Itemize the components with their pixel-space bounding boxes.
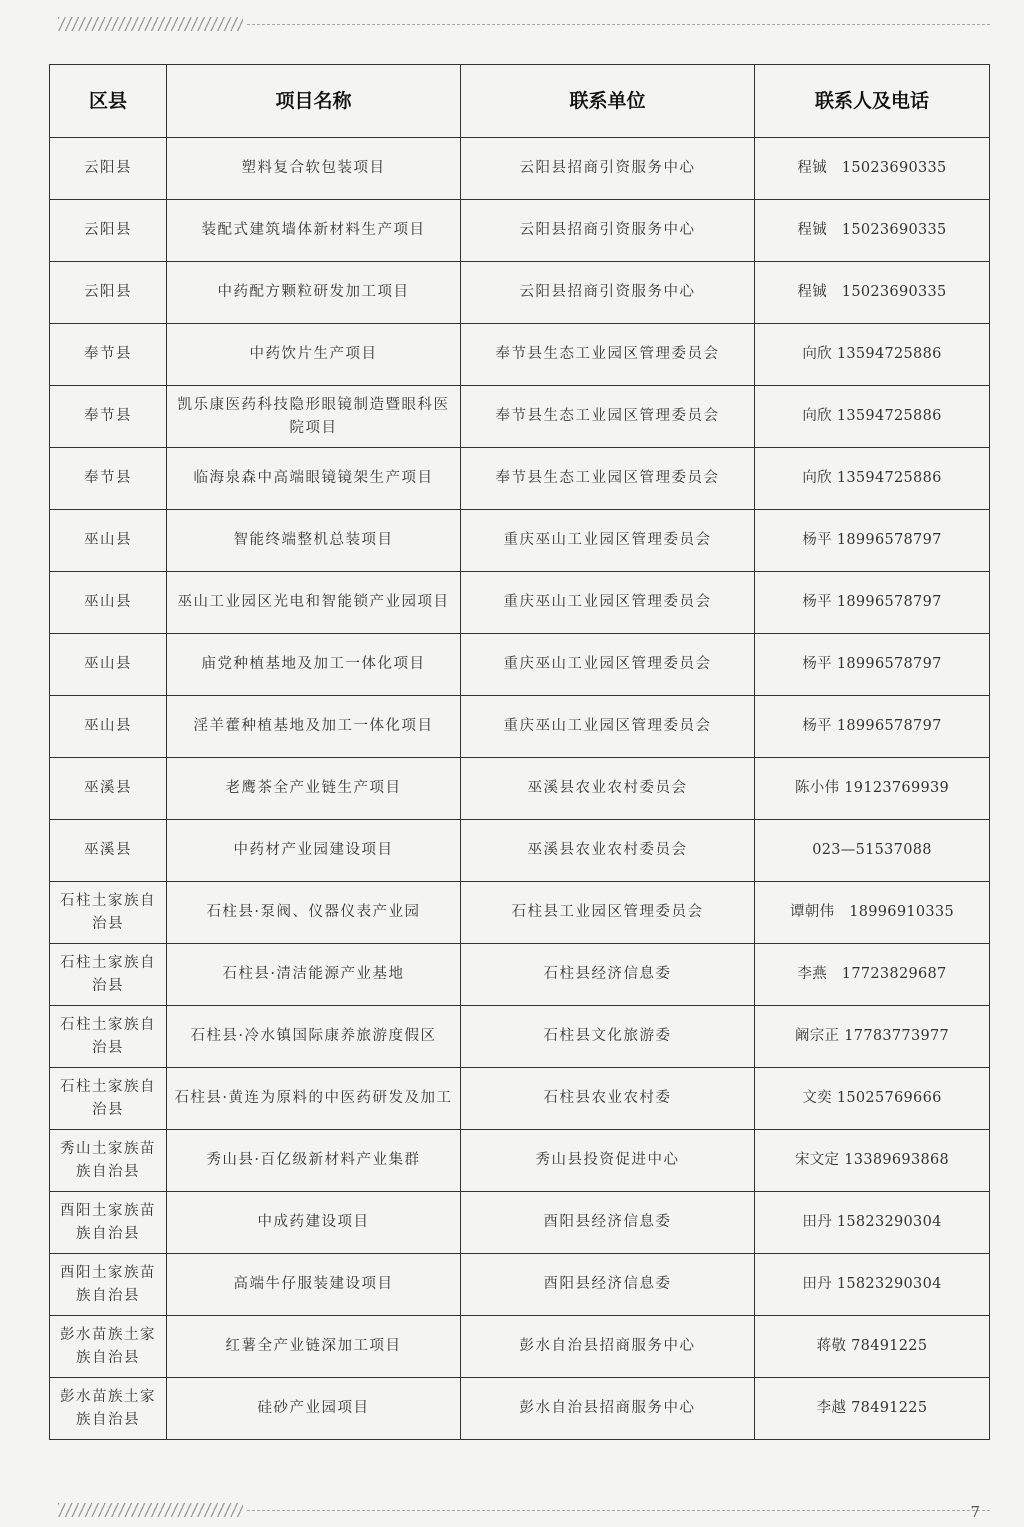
table-row: [50, 944, 990, 1006]
contact-unit-cell: 酉阳县经济信息委: [461, 1192, 755, 1254]
district-cell: 秀山土家族苗族自治县: [50, 1130, 167, 1192]
contact-unit-cell: 云阳县招商引资服务中心: [461, 138, 755, 200]
project-name-cell: 塑料复合软包装项目: [167, 138, 461, 200]
contact-cell: 田丹 15823290304: [755, 1192, 990, 1254]
table-row: [50, 634, 990, 696]
contact-cell: 向欣 13594725886: [755, 324, 990, 386]
project-name-cell: 中药材产业园建设项目: [167, 820, 461, 882]
contact-unit-cell: 奉节县生态工业园区管理委员会: [461, 324, 755, 386]
contact-unit-cell: 云阳县招商引资服务中心: [461, 262, 755, 324]
district-cell: 酉阳土家族苗族自治县: [50, 1192, 167, 1254]
district-cell: 彭水苗族土家族自治县: [50, 1378, 167, 1440]
header-contact-unit: 联系单位: [461, 65, 755, 138]
district-cell: 奉节县: [50, 448, 167, 510]
table-row: [50, 1006, 990, 1068]
contact-unit-cell: 重庆巫山工业园区管理委员会: [461, 510, 755, 572]
contact-unit-cell: 奉节县生态工业园区管理委员会: [461, 448, 755, 510]
district-cell: 巫山县: [50, 572, 167, 634]
header-district: 区县: [50, 65, 167, 138]
contact-unit-cell: 彭水自治县招商服务中心: [461, 1316, 755, 1378]
contact-unit-cell: 云阳县招商引资服务中心: [461, 200, 755, 262]
project-name-cell: 高端牛仔服装建设项目: [167, 1254, 461, 1316]
table-row: [50, 200, 990, 262]
contact-unit-cell: 巫溪县农业农村委员会: [461, 758, 755, 820]
project-name-cell: 智能终端整机总装项目: [167, 510, 461, 572]
contact-cell: 向欣 13594725886: [755, 386, 990, 448]
table-row: [50, 386, 990, 448]
contact-cell: 023—51537088: [755, 820, 990, 882]
table-row: [50, 1316, 990, 1378]
table-row: [50, 758, 990, 820]
contact-unit-cell: 秀山县投资促进中心: [461, 1130, 755, 1192]
district-cell: 彭水苗族土家族自治县: [50, 1316, 167, 1378]
district-cell: 石柱土家族自治县: [50, 1068, 167, 1130]
contact-unit-cell: 酉阳县经济信息委: [461, 1254, 755, 1316]
table-row: [50, 262, 990, 324]
top-decorative-rule: [58, 14, 990, 34]
contact-cell: 田丹 15823290304: [755, 1254, 990, 1316]
table-body: [50, 138, 990, 1440]
district-cell: 巫山县: [50, 634, 167, 696]
project-name-cell: 石柱县·黄连为原料的中医药研发及加工: [167, 1068, 461, 1130]
contact-cell: 向欣 13594725886: [755, 448, 990, 510]
contact-unit-cell: 石柱县农业农村委: [461, 1068, 755, 1130]
project-name-cell: 临海泉森中高端眼镜镜架生产项目: [167, 448, 461, 510]
contact-cell: 陈小伟 19123769939: [755, 758, 990, 820]
contact-cell: 程铖 15023690335: [755, 200, 990, 262]
top-hatch-marks: [58, 17, 243, 31]
district-cell: 云阳县: [50, 138, 167, 200]
project-name-cell: 中药配方颗粒研发加工项目: [167, 262, 461, 324]
project-name-cell: 庙党种植基地及加工一体化项目: [167, 634, 461, 696]
contact-cell: 程铖 15023690335: [755, 262, 990, 324]
project-name-cell: 巫山工业园区光电和智能锁产业园项目: [167, 572, 461, 634]
contact-cell: 程铖 15023690335: [755, 138, 990, 200]
project-name-cell: 中药饮片生产项目: [167, 324, 461, 386]
bottom-dashed-line: [247, 1510, 990, 1511]
bottom-hatch-marks: [58, 1503, 243, 1517]
project-name-cell: 中成药建设项目: [167, 1192, 461, 1254]
contact-unit-cell: 奉节县生态工业园区管理委员会: [461, 386, 755, 448]
district-cell: 云阳县: [50, 262, 167, 324]
table-row: [50, 820, 990, 882]
table-row: [50, 510, 990, 572]
district-cell: 巫溪县: [50, 758, 167, 820]
contact-cell: 杨平 18996578797: [755, 696, 990, 758]
contact-cell: 李燕 17723829687: [755, 944, 990, 1006]
contact-unit-cell: 重庆巫山工业园区管理委员会: [461, 696, 755, 758]
contact-unit-cell: 石柱县文化旅游委: [461, 1006, 755, 1068]
project-name-cell: 老鹰茶全产业链生产项目: [167, 758, 461, 820]
contact-cell: 阚宗正 17783773977: [755, 1006, 990, 1068]
district-cell: 巫山县: [50, 510, 167, 572]
district-cell: 酉阳土家族苗族自治县: [50, 1254, 167, 1316]
contact-cell: 杨平 18996578797: [755, 572, 990, 634]
table-row: [50, 138, 990, 200]
table-row: [50, 696, 990, 758]
table-row: [50, 448, 990, 510]
contact-unit-cell: 石柱县经济信息委: [461, 944, 755, 1006]
contact-cell: 谭朝伟 18996910335: [755, 882, 990, 944]
contact-cell: 李越 78491225: [755, 1378, 990, 1440]
project-contact-table: [49, 64, 990, 1440]
contact-cell: 宋文定 13389693868: [755, 1130, 990, 1192]
contact-cell: 文奕 15025769666: [755, 1068, 990, 1130]
district-cell: 石柱土家族自治县: [50, 944, 167, 1006]
project-name-cell: 石柱县·冷水镇国际康养旅游度假区: [167, 1006, 461, 1068]
district-cell: 石柱土家族自治县: [50, 882, 167, 944]
table-row: [50, 1254, 990, 1316]
bottom-decorative-rule: [58, 1500, 990, 1520]
table-row: [50, 882, 990, 944]
contact-cell: 杨平 18996578797: [755, 634, 990, 696]
district-cell: 巫溪县: [50, 820, 167, 882]
contact-cell: 杨平 18996578797: [755, 510, 990, 572]
district-cell: 奉节县: [50, 324, 167, 386]
contact-unit-cell: 彭水自治县招商服务中心: [461, 1378, 755, 1440]
district-cell: 巫山县: [50, 696, 167, 758]
contact-unit-cell: 重庆巫山工业园区管理委员会: [461, 572, 755, 634]
header-contact-person-phone: 联系人及电话: [755, 65, 990, 138]
project-name-cell: 石柱县·泵阀、仪器仪表产业园: [167, 882, 461, 944]
top-dashed-line: [247, 24, 990, 25]
table-row: [50, 1068, 990, 1130]
contact-cell: 蒋敬 78491225: [755, 1316, 990, 1378]
page-number: 7: [970, 1503, 980, 1521]
table-row: [50, 572, 990, 634]
project-name-cell: 红薯全产业链深加工项目: [167, 1316, 461, 1378]
contact-unit-cell: 巫溪县农业农村委员会: [461, 820, 755, 882]
project-name-cell: 淫羊藿种植基地及加工一体化项目: [167, 696, 461, 758]
table-header-row: [50, 65, 990, 138]
table-row: [50, 1192, 990, 1254]
table-row: [50, 1378, 990, 1440]
project-name-cell: 凯乐康医药科技隐形眼镜制造暨眼科医院项目: [167, 386, 461, 448]
table-row: [50, 324, 990, 386]
contact-unit-cell: 石柱县工业园区管理委员会: [461, 882, 755, 944]
project-name-cell: 装配式建筑墙体新材料生产项目: [167, 200, 461, 262]
district-cell: 云阳县: [50, 200, 167, 262]
project-name-cell: 秀山县·百亿级新材料产业集群: [167, 1130, 461, 1192]
header-project-name: 项目名称: [167, 65, 461, 138]
project-name-cell: 硅砂产业园项目: [167, 1378, 461, 1440]
project-name-cell: 石柱县·清洁能源产业基地: [167, 944, 461, 1006]
table-row: [50, 1130, 990, 1192]
district-cell: 奉节县: [50, 386, 167, 448]
contact-unit-cell: 重庆巫山工业园区管理委员会: [461, 634, 755, 696]
district-cell: 石柱土家族自治县: [50, 1006, 167, 1068]
